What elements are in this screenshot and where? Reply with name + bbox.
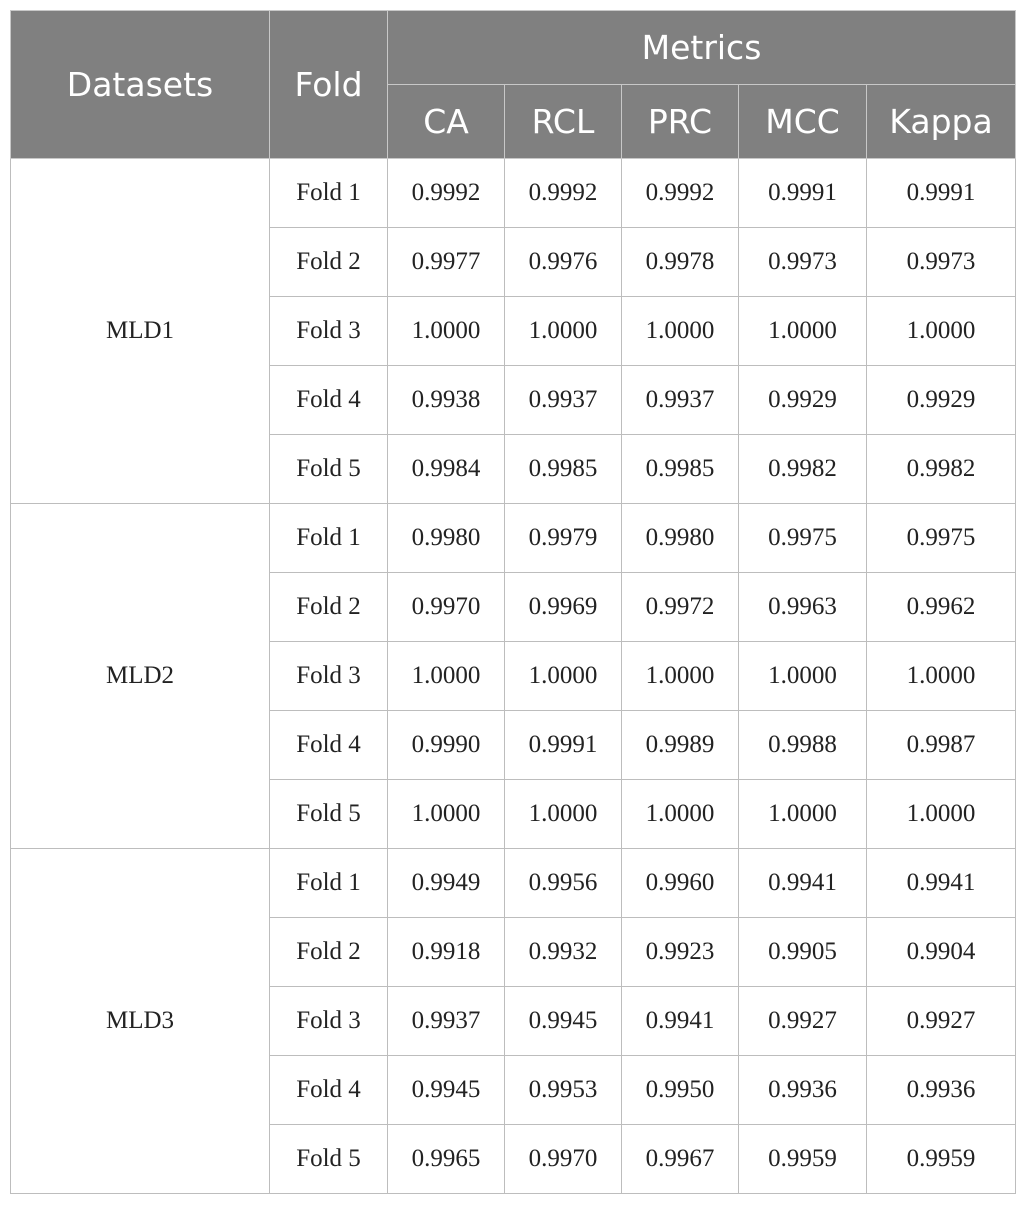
value-cell-rcl: 0.9969 (505, 573, 622, 642)
value-cell-prc: 0.9960 (622, 849, 739, 918)
value-cell-prc: 0.9989 (622, 711, 739, 780)
value-cell-ca: 0.9937 (388, 987, 505, 1056)
table-row (11, 504, 1016, 573)
fold-cell: Fold 1 (270, 504, 388, 573)
value-cell-rcl: 0.9932 (505, 918, 622, 987)
value-cell-mcc: 0.9927 (739, 987, 867, 1056)
value-cell-kappa: 0.9929 (867, 366, 1016, 435)
header-metrics: Metrics (388, 11, 1016, 85)
value-cell-mcc: 1.0000 (739, 642, 867, 711)
value-cell-rcl: 1.0000 (505, 780, 622, 849)
fold-cell: Fold 5 (270, 780, 388, 849)
value-cell-prc: 0.9980 (622, 504, 739, 573)
value-cell-ca: 1.0000 (388, 642, 505, 711)
fold-cell: Fold 5 (270, 1125, 388, 1194)
value-cell-mcc: 0.9905 (739, 918, 867, 987)
value-cell-ca: 0.9918 (388, 918, 505, 987)
value-cell-mcc: 0.9975 (739, 504, 867, 573)
value-cell-kappa: 0.9982 (867, 435, 1016, 504)
dataset-cell: MLD2 (11, 504, 270, 849)
value-cell-mcc: 1.0000 (739, 780, 867, 849)
fold-cell: Fold 4 (270, 366, 388, 435)
header-metric-mcc: MCC (739, 85, 867, 159)
value-cell-ca: 0.9965 (388, 1125, 505, 1194)
value-cell-ca: 0.9977 (388, 228, 505, 297)
value-cell-prc: 0.9941 (622, 987, 739, 1056)
value-cell-rcl: 0.9992 (505, 159, 622, 228)
dataset-cell: MLD3 (11, 849, 270, 1194)
value-cell-rcl: 0.9953 (505, 1056, 622, 1125)
fold-cell: Fold 4 (270, 711, 388, 780)
value-cell-prc: 0.9978 (622, 228, 739, 297)
value-cell-rcl: 0.9937 (505, 366, 622, 435)
fold-cell: Fold 2 (270, 228, 388, 297)
fold-cell: Fold 1 (270, 849, 388, 918)
fold-cell: Fold 3 (270, 297, 388, 366)
value-cell-mcc: 0.9959 (739, 1125, 867, 1194)
value-cell-kappa: 0.9975 (867, 504, 1016, 573)
value-cell-rcl: 0.9976 (505, 228, 622, 297)
value-cell-kappa: 1.0000 (867, 297, 1016, 366)
value-cell-ca: 0.9970 (388, 573, 505, 642)
value-cell-kappa: 0.9973 (867, 228, 1016, 297)
value-cell-ca: 1.0000 (388, 780, 505, 849)
value-cell-rcl: 0.9945 (505, 987, 622, 1056)
value-cell-mcc: 0.9973 (739, 228, 867, 297)
fold-cell: Fold 2 (270, 918, 388, 987)
value-cell-kappa: 0.9959 (867, 1125, 1016, 1194)
value-cell-rcl: 0.9956 (505, 849, 622, 918)
fold-cell: Fold 3 (270, 987, 388, 1056)
table-row (11, 159, 1016, 228)
value-cell-prc: 0.9972 (622, 573, 739, 642)
value-cell-prc: 0.9967 (622, 1125, 739, 1194)
value-cell-ca: 0.9984 (388, 435, 505, 504)
value-cell-kappa: 0.9904 (867, 918, 1016, 987)
value-cell-ca: 1.0000 (388, 297, 505, 366)
value-cell-prc: 0.9950 (622, 1056, 739, 1125)
value-cell-mcc: 0.9963 (739, 573, 867, 642)
header-metric-kappa: Kappa (867, 85, 1016, 159)
value-cell-kappa: 0.9991 (867, 159, 1016, 228)
value-cell-ca: 0.9938 (388, 366, 505, 435)
value-cell-mcc: 0.9988 (739, 711, 867, 780)
value-cell-prc: 0.9985 (622, 435, 739, 504)
results-table (10, 10, 1016, 1194)
fold-cell: Fold 3 (270, 642, 388, 711)
table-row (11, 849, 1016, 918)
value-cell-ca: 0.9980 (388, 504, 505, 573)
value-cell-prc: 1.0000 (622, 780, 739, 849)
value-cell-kappa: 0.9941 (867, 849, 1016, 918)
header-datasets: Datasets (11, 11, 270, 159)
value-cell-mcc: 0.9991 (739, 159, 867, 228)
header-fold: Fold (270, 11, 388, 159)
value-cell-prc: 0.9992 (622, 159, 739, 228)
value-cell-rcl: 0.9991 (505, 711, 622, 780)
value-cell-kappa: 0.9962 (867, 573, 1016, 642)
value-cell-rcl: 0.9985 (505, 435, 622, 504)
value-cell-prc: 0.9937 (622, 366, 739, 435)
value-cell-rcl: 0.9970 (505, 1125, 622, 1194)
value-cell-rcl: 1.0000 (505, 297, 622, 366)
value-cell-mcc: 0.9941 (739, 849, 867, 918)
value-cell-prc: 1.0000 (622, 297, 739, 366)
value-cell-mcc: 0.9929 (739, 366, 867, 435)
fold-cell: Fold 1 (270, 159, 388, 228)
header-metric-ca: CA (388, 85, 505, 159)
value-cell-kappa: 1.0000 (867, 780, 1016, 849)
value-cell-ca: 0.9945 (388, 1056, 505, 1125)
fold-cell: Fold 5 (270, 435, 388, 504)
header-metric-rcl: RCL (505, 85, 622, 159)
value-cell-rcl: 1.0000 (505, 642, 622, 711)
value-cell-mcc: 1.0000 (739, 297, 867, 366)
table-header (11, 11, 1016, 159)
dataset-cell: MLD1 (11, 159, 270, 504)
value-cell-ca: 0.9990 (388, 711, 505, 780)
fold-cell: Fold 4 (270, 1056, 388, 1125)
value-cell-ca: 0.9992 (388, 159, 505, 228)
table-body (11, 159, 1016, 1194)
header-metric-prc: PRC (622, 85, 739, 159)
value-cell-ca: 0.9949 (388, 849, 505, 918)
value-cell-mcc: 0.9936 (739, 1056, 867, 1125)
value-cell-kappa: 1.0000 (867, 642, 1016, 711)
value-cell-kappa: 0.9927 (867, 987, 1016, 1056)
header-row-top (11, 11, 1016, 85)
value-cell-prc: 0.9923 (622, 918, 739, 987)
value-cell-kappa: 0.9936 (867, 1056, 1016, 1125)
value-cell-kappa: 0.9987 (867, 711, 1016, 780)
value-cell-mcc: 0.9982 (739, 435, 867, 504)
value-cell-rcl: 0.9979 (505, 504, 622, 573)
fold-cell: Fold 2 (270, 573, 388, 642)
value-cell-prc: 1.0000 (622, 642, 739, 711)
